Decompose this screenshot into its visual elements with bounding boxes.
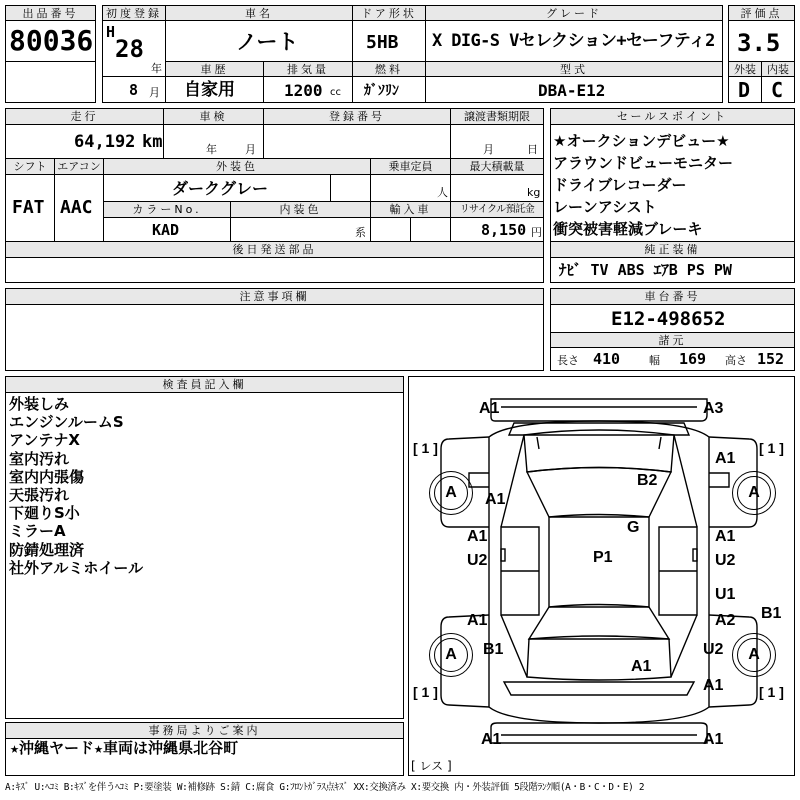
inspector-line: 防錆処理済 xyxy=(9,540,85,559)
intcolor-unit: 系 xyxy=(355,226,366,239)
era: H xyxy=(106,23,116,41)
equip-label: 純正装備 xyxy=(550,241,795,258)
inspector-line: 社外アルミホイール xyxy=(9,558,144,577)
sales-item: ★オークションデビュー★ xyxy=(553,132,730,150)
reg-month-cell xyxy=(102,76,166,103)
load-label: 最大積載量 xyxy=(450,158,544,175)
wheel-rear-right xyxy=(732,633,776,677)
score-cell xyxy=(728,20,795,62)
reg-year: 28 xyxy=(115,35,144,63)
capacity-label: 乗車定員 xyxy=(370,158,451,175)
inspect-cell xyxy=(163,124,264,159)
inspect-label: 車検 xyxy=(163,108,264,125)
score-label: 評価点 xyxy=(728,5,795,21)
ac: AAC xyxy=(60,197,93,218)
fuel-cell xyxy=(352,76,426,103)
ac-label: エアコン xyxy=(54,158,104,175)
inspector-cell xyxy=(5,392,404,719)
fuel: ｶﾞｿﾘﾝ xyxy=(364,83,399,99)
transfer-cell xyxy=(450,124,544,159)
color: ダークグレー xyxy=(172,179,269,198)
damage-mark: U1 xyxy=(715,586,736,603)
import-cell-a xyxy=(370,217,411,242)
int-grade: C xyxy=(771,78,784,102)
damage-mark: A1 xyxy=(631,658,652,675)
wheel-mark: A xyxy=(445,484,457,501)
history-label: 車歴 xyxy=(165,61,264,77)
damage-mark: A1 xyxy=(703,731,724,748)
damage-mark: U2 xyxy=(715,552,736,569)
damage-mark: U2 xyxy=(703,641,724,658)
damage-mark: A2 xyxy=(715,612,736,629)
color-extra-cell xyxy=(330,174,371,202)
inspector-line: 下廻りS小 xyxy=(9,504,80,523)
disp-cell xyxy=(263,76,353,103)
disp-unit: cc xyxy=(330,87,341,98)
first-reg-cell xyxy=(102,20,166,77)
colorno: KAD xyxy=(152,221,180,239)
import-cell-b xyxy=(410,217,451,242)
office-label: 事務局よりご案内 xyxy=(5,722,404,739)
damage-mark: A1 xyxy=(703,677,724,694)
damage-mark: [ レス ] xyxy=(411,759,452,773)
later-cell xyxy=(5,257,544,283)
chassis-label: 車台番号 xyxy=(550,288,795,305)
chassis-number: E12-498652 xyxy=(611,308,726,330)
damage-mark: B2 xyxy=(637,472,658,489)
name-label: 車名 xyxy=(165,5,353,21)
transfer-label: 譲渡書類期限 xyxy=(450,108,544,125)
score: 3.5 xyxy=(737,29,781,57)
door-type: 5HB xyxy=(366,32,399,53)
dims-label: 諸元 xyxy=(550,332,795,348)
inspector-label: 検査員記入欄 xyxy=(5,376,404,393)
transfer-month-unit: 月 xyxy=(483,143,494,156)
colorno-label: カラーNo. xyxy=(103,201,231,218)
damage-mark: [ 1 ] xyxy=(413,440,438,456)
color-cell xyxy=(103,174,331,202)
damage-mark: G xyxy=(627,519,640,536)
intcolor-label: 内装色 xyxy=(230,201,371,218)
damage-mark: A1 xyxy=(467,612,488,629)
lot-number: 80036 xyxy=(9,24,94,57)
damage-mark: B1 xyxy=(761,605,782,622)
damage-mark: A1 xyxy=(715,450,736,467)
length-label: 長さ xyxy=(557,354,579,367)
mileage-cell xyxy=(5,124,164,159)
wheel-mark: A xyxy=(748,484,760,501)
damage-mark: A1 xyxy=(481,731,502,748)
width-label: 幅 xyxy=(649,354,660,367)
car-diagram xyxy=(408,376,795,776)
shift: FAT xyxy=(12,197,45,218)
door-label: ドア形状 xyxy=(352,5,426,21)
dims-cell xyxy=(550,347,795,371)
wheel-mark: A xyxy=(748,646,760,663)
int-label: 内装 xyxy=(761,61,795,77)
intcolor-cell xyxy=(230,217,371,242)
height-label: 高さ xyxy=(725,354,747,367)
office-text: ★沖縄ヤード★車両は沖縄県北谷町 xyxy=(10,739,239,757)
ac-cell xyxy=(54,174,104,242)
damage-mark: [ 1 ] xyxy=(413,684,438,700)
displacement: 1200 xyxy=(284,81,323,100)
width: 169 xyxy=(679,350,707,368)
inspector-line: エンジンルームS xyxy=(9,413,124,432)
recycle-unit: 円 xyxy=(531,226,542,239)
capacity-cell xyxy=(370,174,451,202)
sales-item: 衝突被害軽減ブレーキ xyxy=(553,220,703,238)
lot-cell xyxy=(5,20,96,62)
month-unit: 月 xyxy=(149,86,160,99)
model-label: 型式 xyxy=(425,61,723,77)
year-unit: 年 xyxy=(151,62,162,75)
car-name: ノート xyxy=(236,30,299,54)
shift-label: シフト xyxy=(5,158,55,175)
wheel-mark: A xyxy=(445,646,457,663)
damage-mark: [ 1 ] xyxy=(759,684,784,700)
damage-mark: A1 xyxy=(467,528,488,545)
int-cell xyxy=(761,76,795,103)
reg-month: 8 xyxy=(129,81,139,99)
wheel-front-right xyxy=(732,471,776,515)
legend: A:ｷｽﾞ U:ﾍｺﾐ B:ｷｽﾞを伴うﾍｺﾐ P:要塗装 W:補修跡 S:錆 C:腐食 G:ﾌﾛﾝﾄｶﾞﾗｽ点ｷｽﾞ XX:交換済み X:要交換 内・外装評価 5段階ﾗﾝｸ順(A・B・C・D・E) 2 xyxy=(5,782,645,793)
grade: X DIG-S Vセレクション+セーフティ2 xyxy=(432,31,715,51)
inspector-line: アンテナX xyxy=(9,431,80,450)
mileage: 64,192 xyxy=(74,132,136,152)
recycle-label: リサイクル預託金 xyxy=(450,201,544,218)
load-cell xyxy=(450,174,544,202)
damage-mark: B1 xyxy=(483,641,504,658)
equip-cell xyxy=(550,257,795,283)
inspector-line: 室内汚れ xyxy=(9,449,70,468)
length: 410 xyxy=(593,350,621,368)
sales-cell xyxy=(550,124,795,242)
sales-label: セールスポイント xyxy=(550,108,795,125)
sales-item: レーンアシスト xyxy=(553,198,657,216)
disp-label: 排気量 xyxy=(263,61,353,77)
damage-mark: A1 xyxy=(479,400,500,417)
equipment: ﾅﾋﾞ TV ABS ｴｱB PS PW xyxy=(559,261,732,279)
later-label: 後日発送部品 xyxy=(5,241,544,258)
inspector-list xyxy=(9,395,143,577)
grade-label: グレード xyxy=(425,5,723,21)
car-outline xyxy=(409,377,794,775)
wheel-front-left xyxy=(429,471,473,515)
inspector-line: 室内内張傷 xyxy=(9,467,85,486)
grade-cell xyxy=(425,20,723,62)
inspector-line: 外装しみ xyxy=(9,395,70,413)
inspect-month-unit: 月 xyxy=(245,143,256,156)
load-unit: kg xyxy=(527,186,541,199)
model-cell xyxy=(425,76,723,103)
color-label: 外装色 xyxy=(103,158,371,175)
inspector-line: ミラーA xyxy=(9,522,66,541)
office-cell xyxy=(5,738,404,776)
inspector-line: 天張汚れ xyxy=(9,486,70,505)
lot-blank xyxy=(5,61,96,103)
ext-cell xyxy=(728,76,762,103)
sales-item: ドライブレコーダー xyxy=(553,176,687,194)
lot-label: 出品番号 xyxy=(5,5,96,21)
colorno-cell xyxy=(103,217,231,242)
sales-list xyxy=(553,130,733,240)
door-cell xyxy=(352,20,426,62)
ext-grade: D xyxy=(738,78,751,102)
wheel-rear-left xyxy=(429,633,473,677)
ext-label: 外装 xyxy=(728,61,762,77)
mileage-unit: km xyxy=(142,132,163,152)
recycle: 8,150 xyxy=(481,221,527,239)
transfer-day-unit: 日 xyxy=(527,143,538,156)
damage-mark: [ 1 ] xyxy=(759,440,784,456)
damage-mark: A1 xyxy=(715,528,736,545)
mileage-label: 走行 xyxy=(5,108,164,125)
inspect-year-unit: 年 xyxy=(206,143,217,156)
name-cell xyxy=(165,20,353,62)
reg-cell xyxy=(263,124,451,159)
damage-mark: P1 xyxy=(593,549,613,566)
chassis-cell xyxy=(550,304,795,333)
fuel-label: 燃料 xyxy=(352,61,426,77)
import-label: 輸入車 xyxy=(370,201,451,218)
height: 152 xyxy=(757,350,785,368)
reg-label: 登録番号 xyxy=(263,108,451,125)
history: 自家用 xyxy=(184,80,235,100)
history-cell xyxy=(165,76,264,103)
model: DBA-E12 xyxy=(538,81,606,100)
damage-mark: A3 xyxy=(703,400,724,417)
sales-item: アラウンドビューモニター xyxy=(553,154,734,172)
first-reg-label: 初度登録 xyxy=(102,5,166,21)
damage-mark: U2 xyxy=(467,552,488,569)
capacity-unit: 人 xyxy=(437,186,448,199)
shift-cell xyxy=(5,174,55,242)
recycle-cell xyxy=(450,217,544,242)
damage-mark: A1 xyxy=(485,491,506,508)
notes-cell xyxy=(5,304,544,371)
notes-label: 注意事項欄 xyxy=(5,288,544,305)
